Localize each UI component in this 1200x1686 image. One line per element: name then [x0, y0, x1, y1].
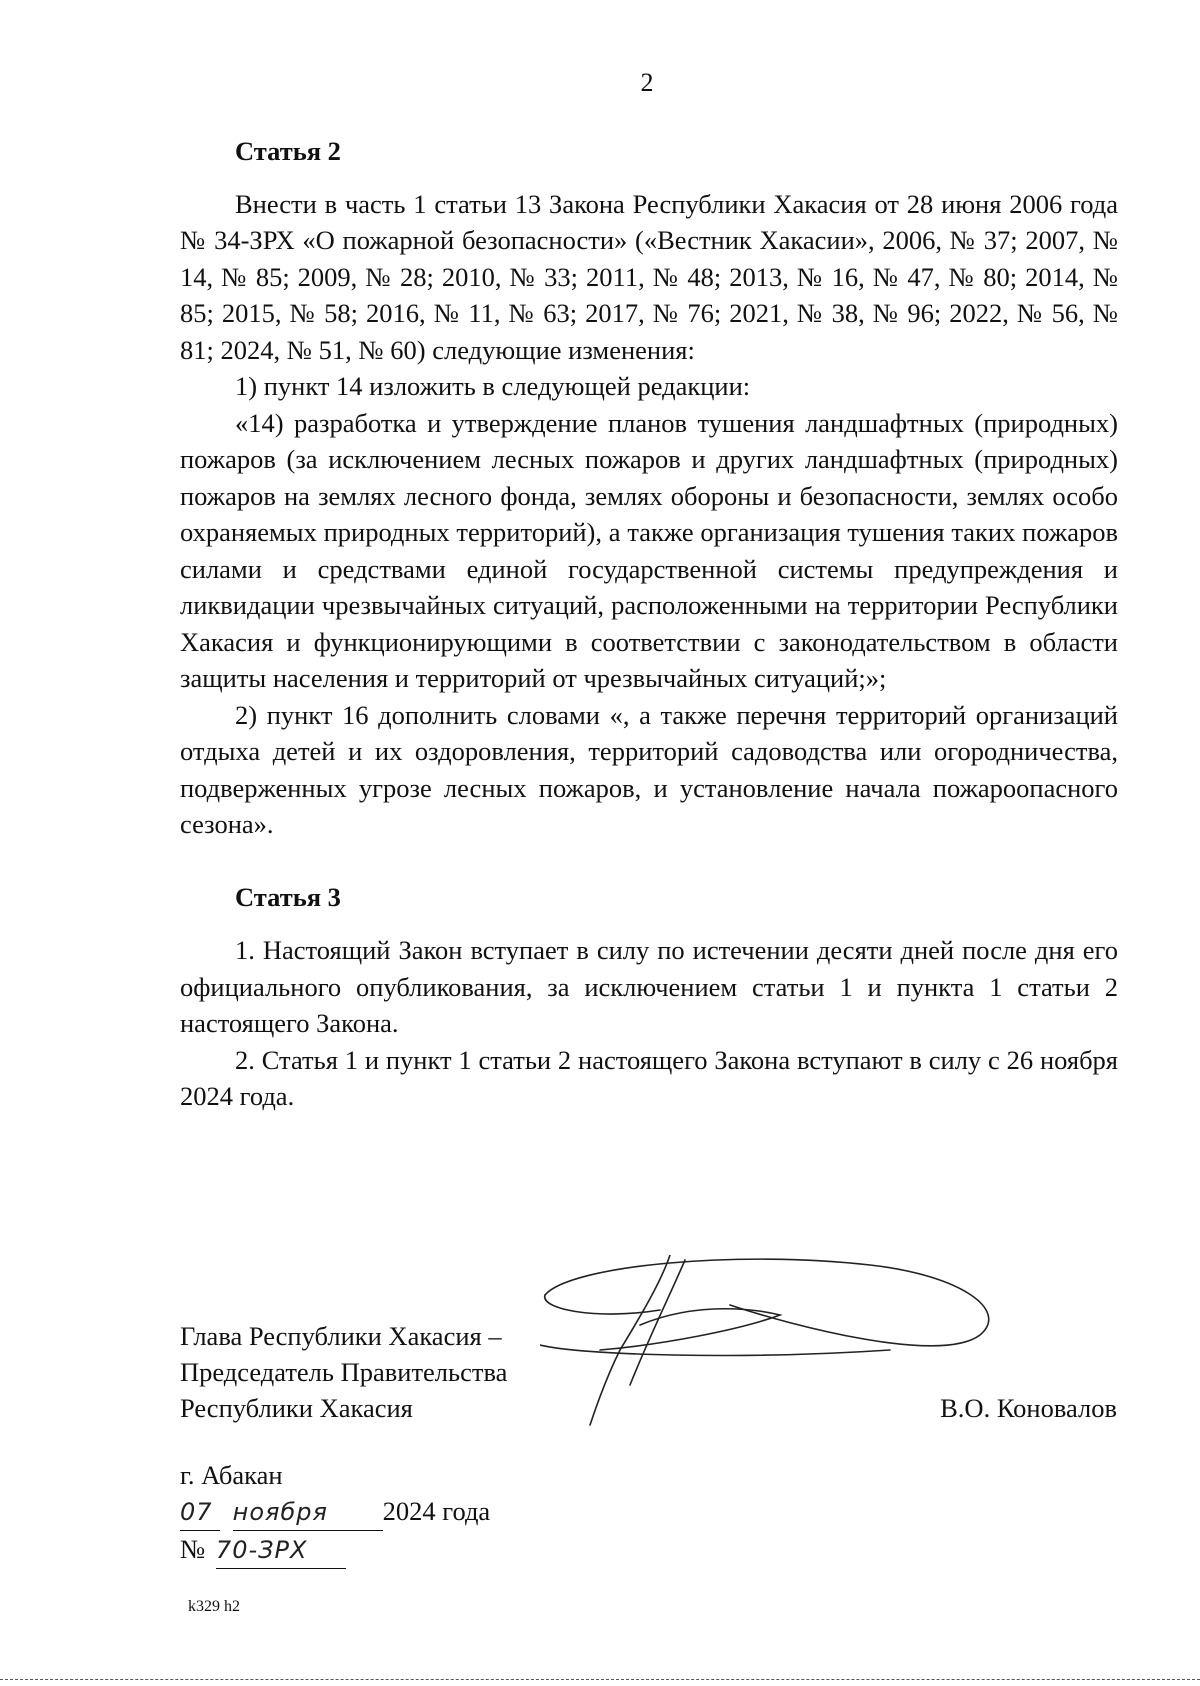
date-month: ноября — [233, 1494, 383, 1531]
signatory-name: В.О. Коновалов — [940, 1393, 1117, 1423]
article-3-paragraph-2: 2. Статья 1 и пункт 1 статьи 2 настоящего Закона вступают в силу с 26 ноября 2024 года. — [180, 1044, 1118, 1111]
date-day: 07 — [180, 1494, 220, 1531]
article-3-body — [180, 932, 1118, 1115]
number-prefix: № — [180, 1534, 206, 1564]
date-line — [180, 1493, 490, 1531]
article-2-item-1: 1) пункт 14 изложить в следующей редакции: — [235, 371, 751, 401]
article-3-paragraph-1: 1. Настоящий Закон вступает в силу по истечении десяти дней после дня его официального опубликования, за исключением статьи 1 и пункта 1 статьи 2 настоящего Закона. — [180, 935, 1118, 1038]
signatory-title-line-2: Председатель Правительства — [180, 1357, 508, 1387]
article-3-heading: Статья 3 — [235, 881, 341, 912]
article-2-item-2: 2) пункт 16 дополнить словами «, а также перечня территорий организаций отдыха детей и их оздоровления, территорий садоводства или огородничества, подверженных угрозе лесных пожаров, и установление начала пожароопасного сезона». — [180, 699, 1118, 839]
document-code: k329 h2 — [188, 1598, 240, 1615]
signatory-title-line-3: Республики Хакасия — [180, 1393, 413, 1423]
scan-edge-divider — [0, 1679, 1200, 1680]
law-number: 70-ЗРХ — [216, 1532, 346, 1569]
page-number: 2 — [640, 68, 654, 97]
city: г. Абакан — [180, 1460, 283, 1490]
document-body — [180, 133, 1118, 1115]
number-line — [180, 1531, 490, 1569]
place-and-date-block — [180, 1457, 490, 1569]
signatory-title-line-1: Глава Республики Хакасия – — [180, 1321, 502, 1351]
article-2-body — [180, 186, 1118, 843]
article-2-heading: Статья 2 — [235, 136, 341, 166]
article-2-item-1-text: «14) разработка и утверждение планов тушения ландшафтных (природных) пожаров (за исключением лесных пожаров и других ландшафтных (природных) пожаров на землях лесного фонда, землях обороны и безопасности, землях особо охраняемых природных территорий), а также организация тушения таких пожаров силами и средствами единой государственной системы предупреждения и ликвидации чрезвычайных ситуаций, расположенными на территории Республики Хакасия и функционирующими в соответствии с законодательством в области защиты населения и территорий от чрезвычайных ситуаций;»; — [180, 407, 1118, 693]
signature-block — [180, 1318, 1120, 1426]
date-year: 2024 года — [382, 1496, 491, 1526]
article-2-intro: Внести в часть 1 статьи 13 Закона Республики Хакасия от 28 июня 2006 года № 34-ЗРХ «О пожарной безопасности» («Вестник Хакасии», 2006, № 37; 2007, № 14, № 85; 2009, № 28; 2010, № 33; 2011, № 48; 2013, № 16, № 47, № 80; 2014, № 85; 2015, № 58; 2016, № 11, № 63; 2017, № 76; 2021, № 38, № 96; 2022, № 56, № 81; 2024, № 51, № 60) следующие изменения: — [180, 188, 1118, 365]
